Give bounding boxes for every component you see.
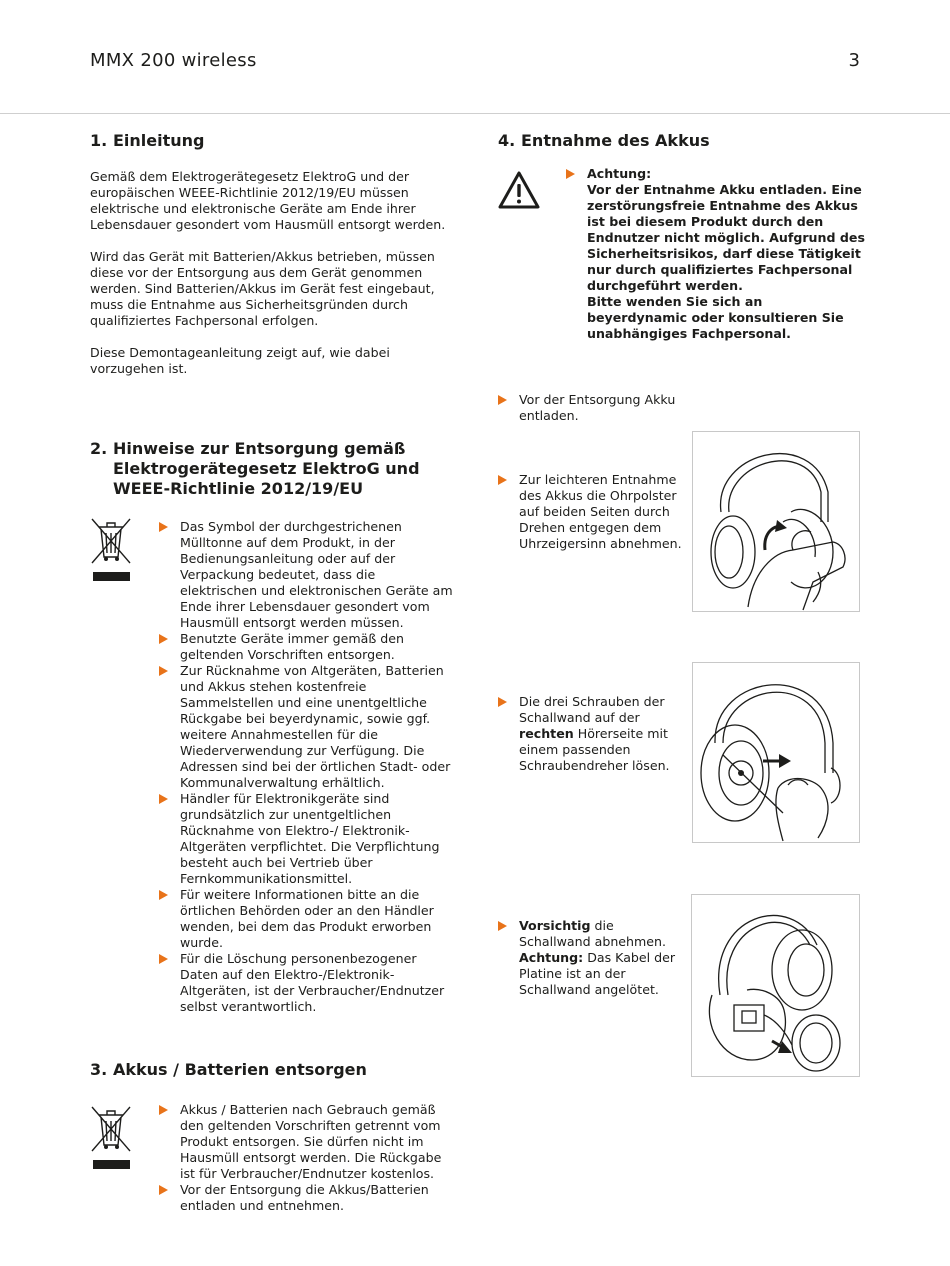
warning-text: Achtung: Vor der Entnahme Akku entladen. Eine zerstörungsfreie Entnahme des Akkus ist bei diesem Produkt durch den Endnutzer nicht möglich. Aufgrund des Sicherheitsrisikos, darf diese Tätigkeit nur durch qualifiziertes Fachpersonal durchgeführt werden. Bitte wenden Sie sich an beyerdynamic oder konsultieren Sie unabhängiges Fachpersonal.	[587, 166, 865, 341]
section-entnahme	[498, 131, 863, 151]
list-item: Vor der Entsorgung die Akkus/Batterien entladen und entnehmen.	[159, 1182, 455, 1214]
weee-bin-icon	[90, 1105, 132, 1171]
list-item: Für die Löschung personenbezogener Daten auf den Elektro-/Elektronik-Altgeräten, ist der Verbraucher/Endnutzer selbst verantwortlich.	[159, 951, 455, 1015]
section-2-title: Hinweise zur Entsorgung gemäß Elektrogerätegesetz ElektroG und WEEE-Richtlinie 2012/19/EU	[113, 439, 420, 498]
bullet-triangle-icon	[498, 395, 507, 405]
bullet-triangle-icon	[498, 475, 507, 485]
section-1-title: Einleitung	[113, 131, 205, 150]
bullet-triangle-icon	[498, 921, 507, 931]
section-1-heading	[90, 131, 455, 151]
intro-paragraph-2: Wird das Gerät mit Batterien/Akkus betrieben, müssen diese vor der Entsorgung aus dem Gerät genommen werden. Sind Batterien/Akkus im Gerät fest eingebaut, muss die Entnahme aus Sicherheitsgründen durch qualifiziertes Fachpersonal erfolgen.	[90, 249, 435, 328]
bullet-triangle-icon	[159, 794, 168, 804]
section-hinweise	[90, 439, 455, 499]
section-1-number: 1.	[90, 131, 108, 150]
section-einleitung	[90, 131, 455, 377]
intro-paragraph-1: Gemäß dem Elektrogerätegesetz ElektroG und der europäischen WEEE-Richtlinie 2012/19/EU müssen elektrische und elektronische Geräte am Ende ihrer Lebensdauer gesondert vom Hausmüll entsorgt werden.	[90, 169, 446, 232]
weee-bin-icon	[90, 517, 132, 583]
list-item: Händler für Elektronikgeräte sind grundsätzlich zur unentgeltlichen Rücknahme von Elektro-/ Elektronik-Altgeräten verpflichtet. Die Verpflichtung besteht auch bei Vertrieb über Fernkommunikationsmittel.	[159, 791, 455, 887]
section-3-title: Akkus / Batterien entsorgen	[113, 1060, 367, 1079]
header-divider	[0, 113, 950, 114]
section-4-number: 4.	[498, 131, 516, 150]
step-discharge: Vor der Entsorgung Akku entladen.	[498, 392, 689, 424]
section-3-list	[159, 1102, 455, 1214]
list-item: Für weitere Informationen bitte an die örtlichen Behörden oder an den Händler wenden, bei dem das Produkt erworben wurde.	[159, 887, 455, 951]
warning-icon	[497, 170, 541, 210]
section-akkus	[90, 1060, 455, 1080]
bullet-triangle-icon	[159, 890, 168, 900]
page-number: 3	[848, 50, 860, 71]
bullet-triangle-icon	[159, 954, 168, 964]
list-item: Zur Rücknahme von Altgeräten, Batterien und Akkus stehen kostenfreie Sammelstellen und eine unentgeltliche Rückgabe bei beyerdynamic, sowie ggf. weitere Annahmestellen für die Wiederverwendung zur Verfügung. Die Adressen sind bei der örtlichen Stadt- oder Kommunalverwaltung erhältlich.	[159, 663, 455, 791]
section-4-title: Entnahme des Akkus	[521, 131, 710, 150]
bullet-triangle-icon	[566, 169, 575, 179]
bullet-triangle-icon	[159, 634, 168, 644]
figure-screw-removal	[692, 662, 860, 843]
bullet-triangle-icon	[159, 1185, 168, 1195]
section-2-list	[159, 519, 455, 1015]
step-loosen-screws: Die drei Schrauben der Schallwand auf der rechten Hörerseite mit einem passenden Schraubendreher lösen.	[498, 694, 689, 774]
bullet-triangle-icon	[498, 697, 507, 707]
section-2-number: 2.	[90, 439, 108, 458]
step-remove-ear-pads: Zur leichteren Entnahme des Akkus die Ohrpolster auf beiden Seiten durch Drehen entgegen dem Uhrzeigersinn abnehmen.	[498, 472, 689, 552]
bullet-triangle-icon	[159, 1105, 168, 1115]
list-item: Benutzte Geräte immer gemäß den geltenden Vorschriften entsorgen.	[159, 631, 455, 663]
step-remove-baffle: Vorsichtig die Schallwand abnehmen. Achtung: Das Kabel der Platine ist an der Schallwand angelötet.	[498, 918, 689, 998]
warning-block	[566, 166, 866, 342]
document-title: MMX 200 wireless	[90, 50, 257, 71]
section-3-number: 3.	[90, 1060, 108, 1079]
section-4-heading	[498, 131, 863, 151]
section-2-heading	[90, 439, 455, 499]
figure-ear-pad-removal	[692, 431, 860, 612]
intro-paragraph-3: Diese Demontageanleitung zeigt auf, wie dabei vorzugehen ist.	[90, 345, 390, 376]
bullet-triangle-icon	[159, 522, 168, 532]
bullet-triangle-icon	[159, 666, 168, 676]
list-item: Akkus / Batterien nach Gebrauch gemäß den geltenden Vorschriften getrennt vom Produkt entsorgen. Sie dürfen nicht im Hausmüll entsorgt werden. Die Rückgabe ist für Verbraucher/Endnutzer kostenlos.	[159, 1102, 455, 1182]
section-3-heading	[90, 1060, 455, 1080]
list-item: Das Symbol der durchgestrichenen Mülltonne auf dem Produkt, in der Bedienungsanleitung oder auf der Verpackung bedeutet, dass die elektrischen und elektronischen Geräte am Ende ihrer Lebensdauer gesondert vom Hausmüll entsorgt werden müssen.	[159, 519, 455, 631]
figure-baffle-removal	[691, 894, 860, 1077]
